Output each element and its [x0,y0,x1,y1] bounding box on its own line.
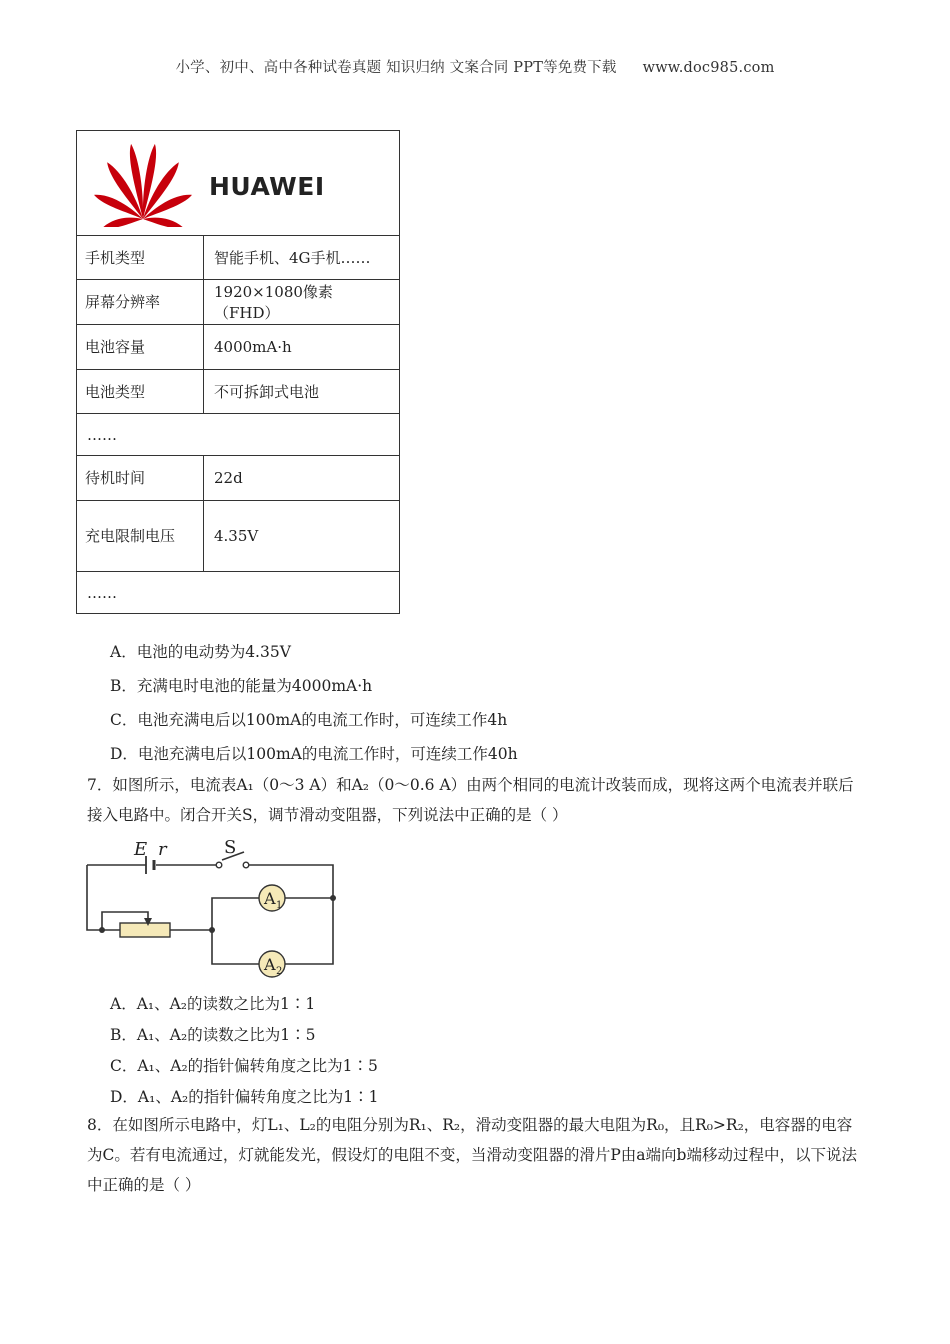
spec-label: 电池容量 [77,325,204,369]
battery-icon [146,856,154,874]
spec-value: 不可拆卸式电池 [214,383,320,401]
spec-table [76,130,400,614]
q8-stem: 8．在如图所示电路中，灯L₁、L₂的电阻分别为R₁、R₂，滑动变阻器的最大电阻为R₀，且R₀>R₂，电容器的电容为C。若有电流通过，灯就能发光，假设灯的电阻不变，当滑动变阻器的滑片P由a端向b端移动过程中，以下说法中正确的是（ ） [87,1116,857,1194]
label-a2: A [264,955,276,974]
label-s: S [224,838,237,858]
junction-dot [99,927,105,933]
spec-ellipsis: …… [87,583,117,602]
q7-stem: 7．如图所示，电流表A₁（0～3 A）和A₂（0～0.6 A）由两个相同的电流计改装而成，现将这两个电流表并联后接入电路中。闭合开关S，调节滑动变阻器，下列说法中正确的是（ ） [87,776,854,824]
spec-value: 智能手机、4G手机…… [214,249,371,267]
spec-label: 充电限制电压 [77,501,204,571]
q6-option-d: D．电池充满电后以100mA的电流工作时，可连续工作40h [110,745,518,763]
spec-label: 屏幕分辨率 [77,280,204,324]
spec-label: 手机类型 [77,236,204,279]
spec-row [77,325,399,370]
q7-option-a: A．A₁、A₂的读数之比为1∶1 [110,995,316,1013]
spec-row [77,236,399,280]
spec-label: 待机时间 [77,456,204,500]
spec-row [77,501,399,572]
q6-option-c: C．电池充满电后以100mA的电流工作时，可连续工作4h [110,711,508,729]
spec-value: 4000mA·h [214,338,292,356]
junction-dot [330,895,336,901]
label-a1-sub: 1 [276,900,283,911]
spec-row-ellipsis [77,414,399,456]
brand-name: HUAWEI [209,172,325,201]
q7-option-b: B．A₁、A₂的读数之比为1∶5 [110,1026,316,1044]
spec-row [77,370,399,414]
spec-value: 4.35V [214,527,259,545]
q7-option-c: C．A₁、A₂的指针偏转角度之比为1∶5 [110,1057,378,1075]
rheostat-icon [120,923,170,937]
header-text: 小学、初中、高中各种试卷真题 知识归纳 文案合同 PPT等免费下载 [175,60,617,76]
switch-icon [216,862,249,868]
page-header [0,56,950,77]
q6-option-a: A．电池的电动势为4.35V [110,643,291,661]
label-e: E [134,839,148,860]
huawei-logo-icon [83,137,203,227]
header-site: www.doc985.com [642,60,775,76]
spec-row-ellipsis [77,572,399,613]
label-a2-sub: 2 [276,966,283,977]
junction-dot [209,927,215,933]
q7-circuit-diagram [84,838,344,978]
spec-row [77,456,399,501]
spec-value: 22d [214,469,243,487]
spec-ellipsis: …… [87,425,117,444]
brand-row [77,131,399,236]
label-a1: A [264,889,276,908]
spec-label: 电池类型 [77,370,204,413]
label-r: r [158,839,167,860]
spec-value: 1920×1080像素（FHD） [214,283,333,322]
spec-row [77,280,399,325]
q6-option-b: B．充满电时电池的能量为4000mA·h [110,677,373,695]
q7-option-d: D．A₁、A₂的指针偏转角度之比为1∶1 [110,1088,379,1106]
